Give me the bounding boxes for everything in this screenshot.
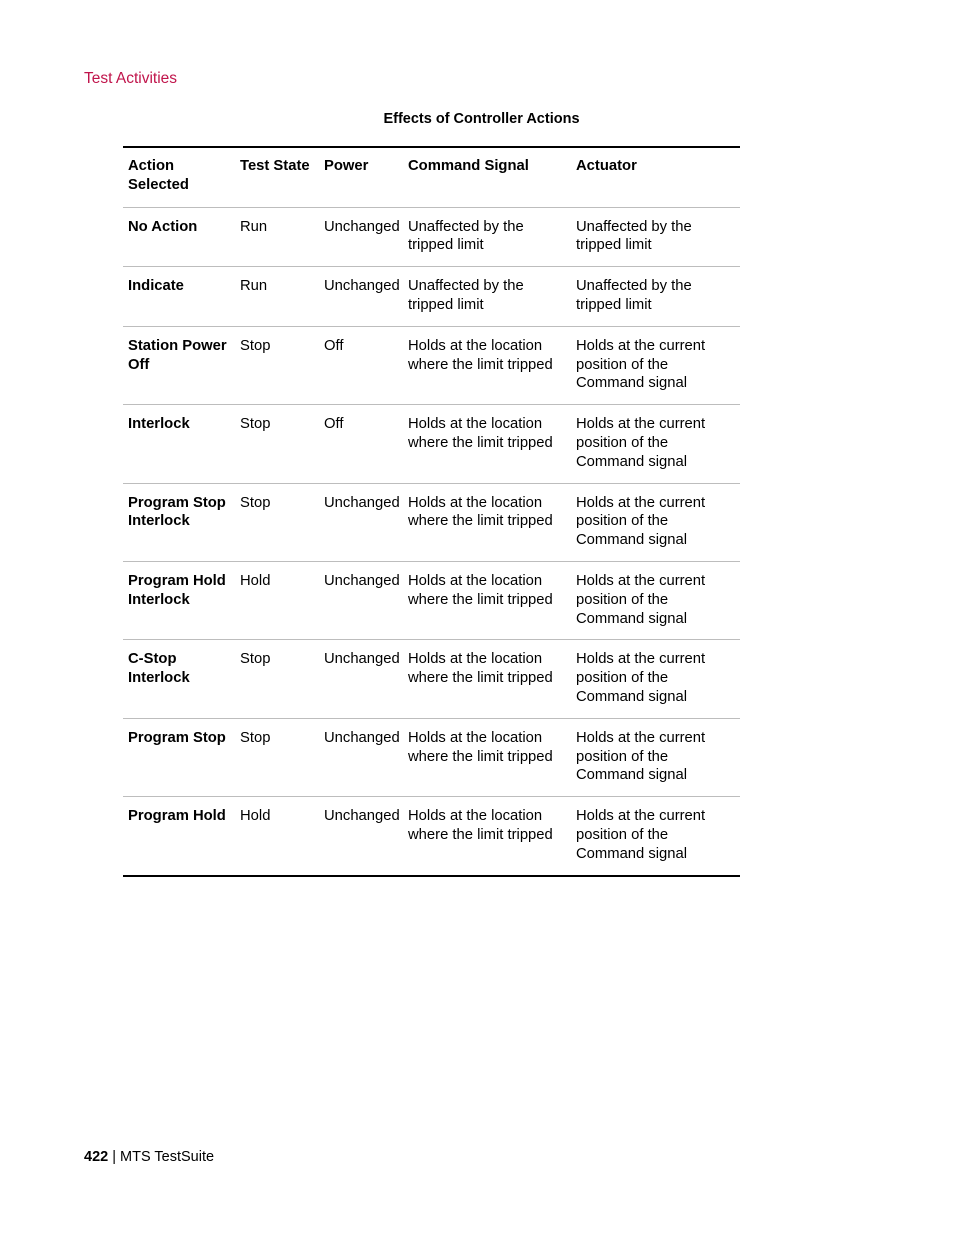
table-row <box>123 267 740 327</box>
cell-action: No Action <box>123 207 235 267</box>
cell-actuator: Unaffected by the tripped limit <box>571 207 740 267</box>
table-row <box>123 718 740 796</box>
page-number: 422 <box>84 1149 109 1165</box>
cell-actuator: Holds at the current position of the Command signal <box>571 326 740 404</box>
cell-action: Program Hold Interlock <box>123 561 235 639</box>
cell-action: Program Stop <box>123 718 235 796</box>
cell-command-signal: Holds at the location where the limit tripped <box>403 483 571 561</box>
cell-power: Off <box>319 405 403 483</box>
cell-command-signal: Holds at the location where the limit tripped <box>403 718 571 796</box>
cell-action: Program Hold <box>123 797 235 876</box>
table-row <box>123 561 740 639</box>
cell-command-signal: Unaffected by the tripped limit <box>403 267 571 327</box>
footer-separator: | <box>112 1149 117 1165</box>
cell-command-signal: Holds at the location where the limit tripped <box>403 405 571 483</box>
cell-power: Unchanged <box>319 207 403 267</box>
table-row <box>123 326 740 404</box>
column-header-command-signal: Command Signal <box>403 147 571 207</box>
cell-test-state: Stop <box>235 483 319 561</box>
section-header: Test Activities <box>84 70 178 87</box>
document-title: MTS TestSuite <box>120 1149 215 1165</box>
table-row <box>123 405 740 483</box>
cell-command-signal: Holds at the location where the limit tripped <box>403 797 571 876</box>
cell-action: Indicate <box>123 267 235 327</box>
cell-command-signal: Unaffected by the tripped limit <box>403 207 571 267</box>
cell-command-signal: Holds at the location where the limit tripped <box>403 561 571 639</box>
cell-power: Unchanged <box>319 718 403 796</box>
cell-power: Unchanged <box>319 797 403 876</box>
cell-actuator: Holds at the current position of the Command signal <box>571 640 740 718</box>
controller-actions-table <box>123 146 740 877</box>
cell-action: Station Power Off <box>123 326 235 404</box>
cell-power: Unchanged <box>319 267 403 327</box>
cell-actuator: Holds at the current position of the Command signal <box>571 718 740 796</box>
table-row <box>123 797 740 876</box>
cell-actuator: Holds at the current position of the Command signal <box>571 483 740 561</box>
cell-actuator: Holds at the current position of the Command signal <box>571 561 740 639</box>
cell-command-signal: Holds at the location where the limit tripped <box>403 326 571 404</box>
cell-command-signal: Holds at the location where the limit tripped <box>403 640 571 718</box>
cell-test-state: Run <box>235 207 319 267</box>
page-footer <box>84 1149 214 1165</box>
cell-test-state: Stop <box>235 326 319 404</box>
cell-test-state: Hold <box>235 561 319 639</box>
column-header-test-state: Test State <box>235 147 319 207</box>
table-row <box>123 207 740 267</box>
cell-action: C-Stop Interlock <box>123 640 235 718</box>
cell-power: Unchanged <box>319 483 403 561</box>
cell-action: Interlock <box>123 405 235 483</box>
table-row <box>123 483 740 561</box>
column-header-power: Power <box>319 147 403 207</box>
table-row <box>123 640 740 718</box>
cell-test-state: Hold <box>235 797 319 876</box>
cell-test-state: Stop <box>235 405 319 483</box>
table-title: Effects of Controller Actions <box>383 111 580 127</box>
cell-actuator: Holds at the current position of the Command signal <box>571 797 740 876</box>
cell-test-state: Stop <box>235 640 319 718</box>
cell-test-state: Run <box>235 267 319 327</box>
cell-actuator: Unaffected by the tripped limit <box>571 267 740 327</box>
cell-actuator: Holds at the current position of the Command signal <box>571 405 740 483</box>
cell-action: Program Stop Interlock <box>123 483 235 561</box>
cell-power: Unchanged <box>319 561 403 639</box>
cell-test-state: Stop <box>235 718 319 796</box>
table-header-row <box>123 147 740 207</box>
column-header-action: Action Selected <box>123 147 235 207</box>
column-header-actuator: Actuator <box>571 147 740 207</box>
cell-power: Off <box>319 326 403 404</box>
cell-power: Unchanged <box>319 640 403 718</box>
